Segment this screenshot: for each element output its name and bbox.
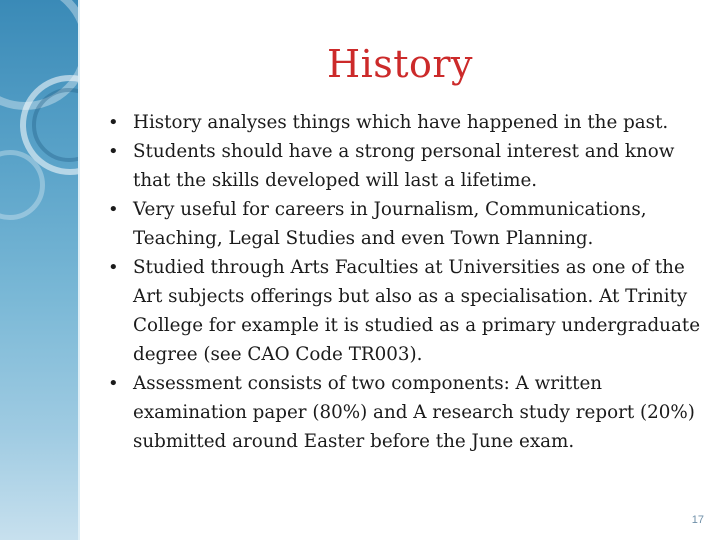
bullet-text: Students should have a strong personal interest and know that the skills developed will last a lifetime. bbox=[133, 141, 675, 191]
bullet-item bbox=[108, 253, 708, 369]
bullet-list bbox=[108, 108, 708, 456]
bullet-glyph: • bbox=[108, 141, 119, 162]
bullet-text: Very useful for careers in Journalism, Communications, Teaching, Legal Studies and even Town Planning. bbox=[133, 199, 647, 249]
decorative-sidebar bbox=[0, 0, 80, 540]
bullet-glyph: • bbox=[108, 373, 119, 394]
bullet-item bbox=[108, 137, 708, 195]
bullet-glyph: • bbox=[108, 257, 119, 278]
bullet-item bbox=[108, 195, 708, 253]
bullet-glyph: • bbox=[108, 112, 119, 133]
slide-title: History bbox=[326, 42, 474, 86]
bullet-text: Studied through Arts Faculties at Universities as one of the Art subjects offerings but also as a specialisation. At Trinity College for example it is studied as a primary undergraduate degree (see CAO Code TR003). bbox=[133, 257, 701, 365]
bullet-text: History analyses things which have happened in the past. bbox=[133, 112, 669, 133]
bullet-glyph: • bbox=[108, 199, 119, 220]
slide-page-number: 17 bbox=[691, 514, 704, 526]
bullet-text: Assessment consists of two components: A written examination paper (80%) and A research study report (20%) submitted around Easter before the June exam. bbox=[133, 373, 695, 452]
bullet-item bbox=[108, 369, 708, 456]
bullet-item bbox=[108, 108, 708, 137]
